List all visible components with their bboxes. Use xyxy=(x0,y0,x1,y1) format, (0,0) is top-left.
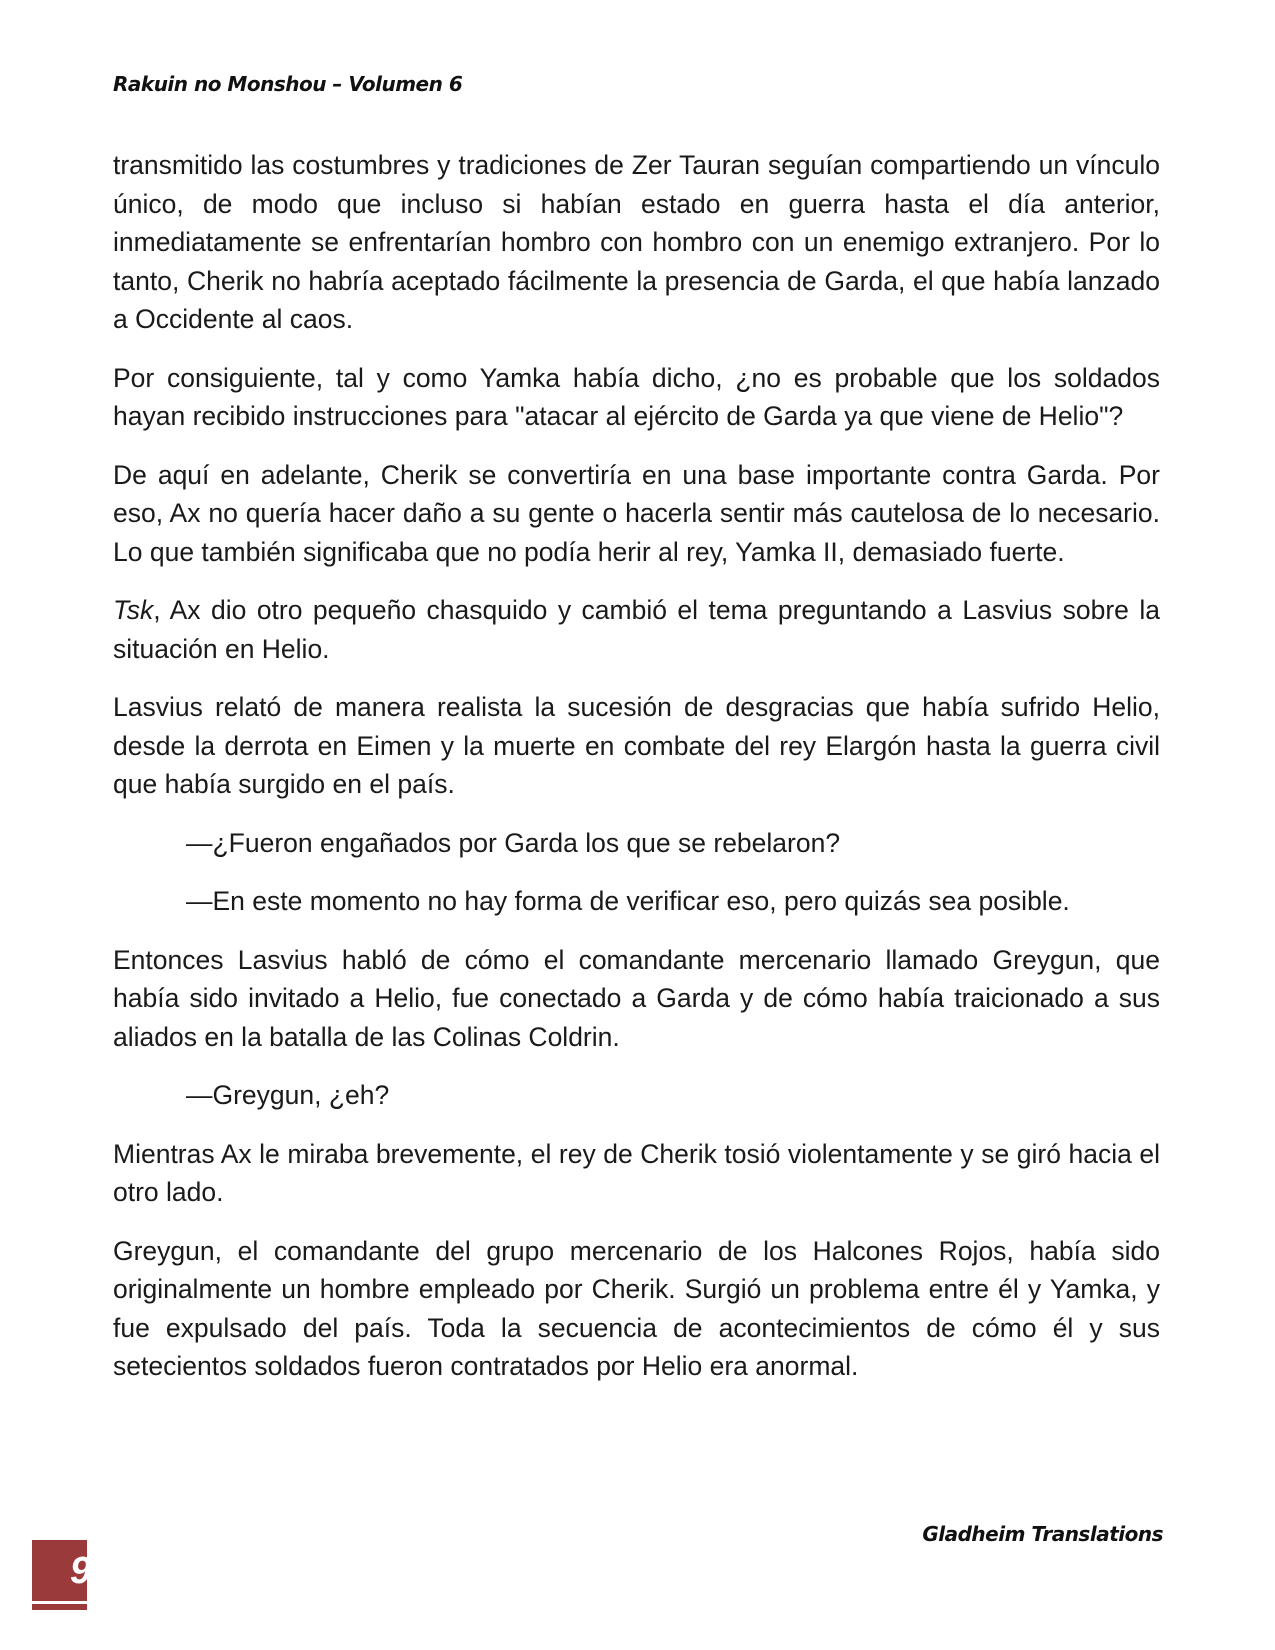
running-header: Rakuin no Monshou – Volumen 6 xyxy=(113,72,463,96)
paragraph: Mientras Ax le miraba brevemente, el rey de Cherik tosió violentamente y se giró hacia el otro lado. xyxy=(113,1138,1160,1207)
footer-credit: Gladheim Translations xyxy=(922,1522,1163,1546)
page-number-box xyxy=(32,1540,92,1610)
page-number: 9 xyxy=(70,1550,92,1592)
paragraph: De aquí en adelante, Cherik se convertiría en una base importante contra Garda. Por eso, Ax no quería hacer daño a su gente o hacerla sentir más cautelosa de lo necesario. Lo que también significaba que no podía herir al rey, Yamka II, demasiado fuerte. xyxy=(113,459,1160,567)
paragraph: Por consiguiente, tal y como Yamka había dicho, ¿no es probable que los soldados hayan recibido instrucciones para "atacar al ejército de Garda ya que viene de Helio"? xyxy=(113,362,1160,431)
dialogue-line: —¿Fueron engañados por Garda los que se rebelaron? xyxy=(186,827,841,858)
paragraph: Lasvius relató de manera realista la sucesión de desgracias que había sufrido Helio, desde la derrota en Eimen y la muerte en combate del rey Elargón hasta la guerra civil que había surgido en el país. xyxy=(113,692,1160,799)
paragraph: transmitido las costumbres y tradiciones de Zer Tauran seguían compartiendo un vínculo único, de modo que incluso si habían estado en guerra hasta el día anterior, inmediatamente se enfrentarían hombro con hombro con un enemigo extranjero. Por lo tanto, Cherik no habría aceptado fácilmente la presencia de Garda, el que había lanzado a Occidente al caos. xyxy=(113,150,1160,334)
paragraph-text: , Ax dio otro pequeño chasquido y cambió el tema preguntando a Lasvius sobre la situación en Helio. xyxy=(113,595,1160,664)
paragraph: Entonces Lasvius habló de cómo el comandante mercenario llamado Greygun, que había sido invitado a Helio, fue conectado a Garda y de cómo había traicionado a sus aliados en la batalla de las Colinas Coldrin. xyxy=(113,944,1160,1052)
dialogue-line: —En este momento no hay forma de verificar eso, pero quizás sea posible. xyxy=(186,886,1070,916)
emphasis-text: Tsk xyxy=(113,595,154,625)
paragraph xyxy=(113,591,1160,668)
dialogue-line: —Greygun, ¿eh? xyxy=(186,1080,390,1110)
document-body xyxy=(113,146,1160,1406)
paragraph: Greygun, el comandante del grupo mercenario de los Halcones Rojos, había sido originalmente un hombre empleado por Cherik. Surgió un problema entre él y Yamka, y fue expulsado del país. Toda la secuencia de acontecimientos de cómo él y sus setecientos soldados fueron contratados por Helio era anormal. xyxy=(113,1235,1160,1381)
page-number-rule xyxy=(32,1601,87,1604)
